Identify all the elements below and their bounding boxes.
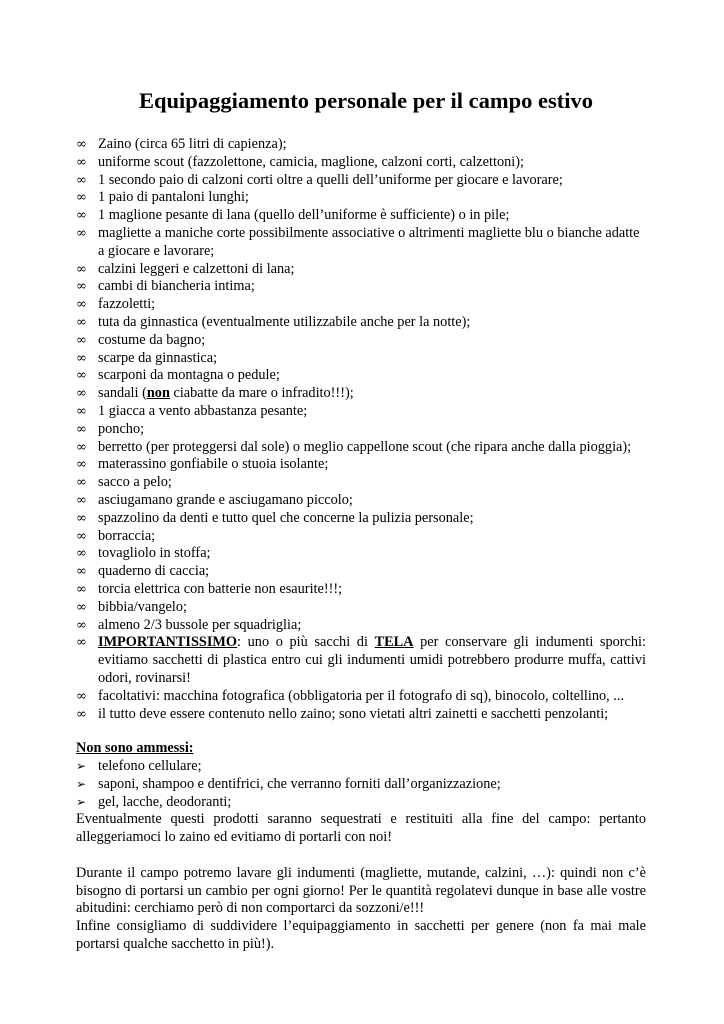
infinity-bullet-icon: ∞: [76, 706, 87, 722]
document-page: [76, 86, 646, 954]
list-item: ∞ costume da bagno;: [76, 331, 206, 348]
list-item: ➢ gel, lacche, deodoranti;: [76, 793, 232, 810]
list-item: ∞ 1 giacca a vento abbastanza pesante;: [76, 402, 308, 419]
infinity-bullet-icon: ∞: [76, 510, 87, 526]
infinity-bullet-icon: ∞: [76, 332, 87, 348]
list-item: ∞ materassino gonfiabile o stuoia isolante;: [76, 456, 329, 473]
list-item: ∞ 1 maglione pesante di lana (quello dell’uniforme è sufficiente) o in pile;: [76, 207, 510, 224]
infinity-bullet-icon: ∞: [76, 172, 87, 188]
list-item: ∞ berretto (per proteggersi dal sole) o meglio cappellone scout (che ripara anche dalla pioggia);: [76, 438, 632, 455]
list-item: ➢ saponi, shampoo e dentifrici, che verranno forniti dall’organizzazione;: [76, 775, 501, 792]
infinity-bullet-icon: ∞: [76, 475, 87, 491]
infinity-bullet-icon: ∞: [76, 457, 87, 473]
list-item: ∞ 1 secondo paio di calzoni corti oltre a quelli dell’uniforme per giocare e lavorare;: [76, 171, 563, 188]
important-text-start: : uno o più sacchi di: [237, 634, 375, 651]
infinity-bullet-icon: ∞: [76, 564, 87, 580]
list-item-important: [76, 634, 646, 687]
list-item: ∞ poncho;: [76, 420, 145, 437]
list-item: ∞ torcia elettrica con batterie non esaurite!!!;: [76, 580, 343, 597]
infinity-bullet-icon: ∞: [76, 279, 87, 295]
list-item: ∞ magliette a maniche corte possibilmente associative o altrimenti magliette blu o bianche adatte a giocare e lavorare;: [76, 224, 640, 259]
infinity-bullet-icon: ∞: [76, 421, 87, 437]
arrow-bullet-icon: ➢: [76, 759, 87, 774]
infinity-bullet-icon: ∞: [76, 190, 87, 206]
list-item: ➢ telefono cellulare;: [76, 758, 202, 775]
not-allowed-list: [76, 758, 646, 811]
not-allowed-note: Eventualmente questi prodotti saranno sequestrati e restituiti alla fine del campo: pertanto alleggeriamoci lo zaino ed evitiamo di portarli con noi!: [76, 811, 646, 846]
infinity-bullet-icon: ∞: [76, 492, 87, 508]
tela-emphasis: TELA: [374, 634, 414, 651]
list-item: ∞ bibbia/vangelo;: [76, 598, 187, 615]
infinity-bullet-icon: ∞: [76, 208, 87, 224]
paragraph-bags: Infine consigliamo di suddividere l’equipaggiamento in sacchetti per genere (non fa mai male portarsi qualche sacchetto in più!).: [76, 918, 646, 953]
infinity-bullet-icon: ∞: [76, 386, 87, 402]
list-item: ∞ quaderno di caccia;: [76, 563, 210, 580]
list-item: ∞ calzini leggeri e calzettoni di lana;: [76, 260, 295, 277]
list-item: ∞ almeno 2/3 bussole per squadriglia;: [76, 616, 302, 633]
list-item: ∞ facoltativi: macchina fotografica (obbligatoria per il fotografo di sq), binocolo, coltellino, ...: [76, 687, 625, 704]
infinity-bullet-icon: ∞: [76, 617, 87, 633]
list-item: ∞ borraccia;: [76, 527, 156, 544]
arrow-bullet-icon: ➢: [76, 776, 87, 791]
list-item: ∞ asciugamano grande e asciugamano piccolo;: [76, 491, 353, 508]
list-item: ∞ uniforme scout (fazzolettone, camicia, maglione, calzoni corti, calzettoni);: [76, 153, 524, 170]
infinity-bullet-icon: ∞: [76, 297, 87, 313]
infinity-bullet-icon: ∞: [76, 350, 87, 366]
page-title: Equipaggiamento personale per il campo estivo: [139, 88, 593, 113]
infinity-bullet-icon: ∞: [76, 546, 87, 562]
infinity-bullet-icon: ∞: [76, 314, 87, 330]
equipment-list: [76, 136, 646, 723]
list-item: ∞ tovagliolo in stoffa;: [76, 545, 211, 562]
infinity-bullet-icon: ∞: [76, 528, 87, 544]
list-item: ∞ il tutto deve essere contenuto nello zaino; sono vietati altri zainetti e sacchetti penzolanti;: [76, 705, 609, 722]
list-item: ∞ scarpe da ginnastica;: [76, 349, 218, 366]
sandali-emphasis: non: [146, 385, 170, 402]
infinity-bullet-icon: ∞: [76, 688, 87, 704]
list-item-sandali: [76, 385, 646, 403]
important-label: IMPORTANTISSIMO: [98, 634, 238, 651]
infinity-bullet-icon: ∞: [76, 439, 87, 455]
paragraph-laundry: Durante il campo potremo lavare gli indumenti (magliette, mutande, calzini, …): quindi non c’è bisogno di portarsi un cambio per ogni giorno! Per le quantità regolatevi dunque in base alle vostre abitudini: cerchiamo però di non comportarci da sozzoni/e!!!: [76, 864, 646, 917]
infinity-bullet-icon: ∞: [76, 137, 87, 152]
infinity-bullet-icon: ∞: [76, 368, 87, 384]
infinity-bullet-icon: ∞: [76, 225, 87, 241]
list-item: ∞ cambi di biancheria intima;: [76, 278, 255, 295]
list-item: ∞ sacco a pelo;: [76, 474, 172, 491]
arrow-bullet-icon: ➢: [76, 794, 87, 809]
not-allowed-heading: Non sono ammessi:: [76, 740, 194, 757]
infinity-bullet-icon: ∞: [76, 635, 87, 651]
spacer: [76, 847, 646, 865]
infinity-bullet-icon: ∞: [76, 154, 87, 170]
list-item: ∞ Zaino (circa 65 litri di capienza);: [76, 136, 287, 152]
important-text-end: per conservare gli indumenti sporchi: evitiamo sacchetti di plastica entro cui gli indumenti umidi potrebbero produrre muffa, cattivi odori, rovinarsi!: [98, 634, 646, 686]
list-item: ∞ spazzolino da denti e tutto quel che concerne la pulizia personale;: [76, 509, 474, 526]
infinity-bullet-icon: ∞: [76, 581, 87, 597]
sandali-text-start: sandali (: [98, 385, 147, 402]
list-item: ∞ fazzoletti;: [76, 296, 156, 313]
sandali-text-end: ciabatte da mare o infradito!!!);: [169, 385, 354, 402]
list-item: ∞ scarponi da montagna o pedule;: [76, 367, 280, 384]
list-item: ∞ 1 paio di pantaloni lunghi;: [76, 189, 249, 206]
infinity-bullet-icon: ∞: [76, 261, 87, 277]
list-item: ∞ tuta da ginnastica (eventualmente utilizzabile anche per la notte);: [76, 313, 471, 330]
infinity-bullet-icon: ∞: [76, 403, 87, 419]
infinity-bullet-icon: ∞: [76, 599, 87, 615]
